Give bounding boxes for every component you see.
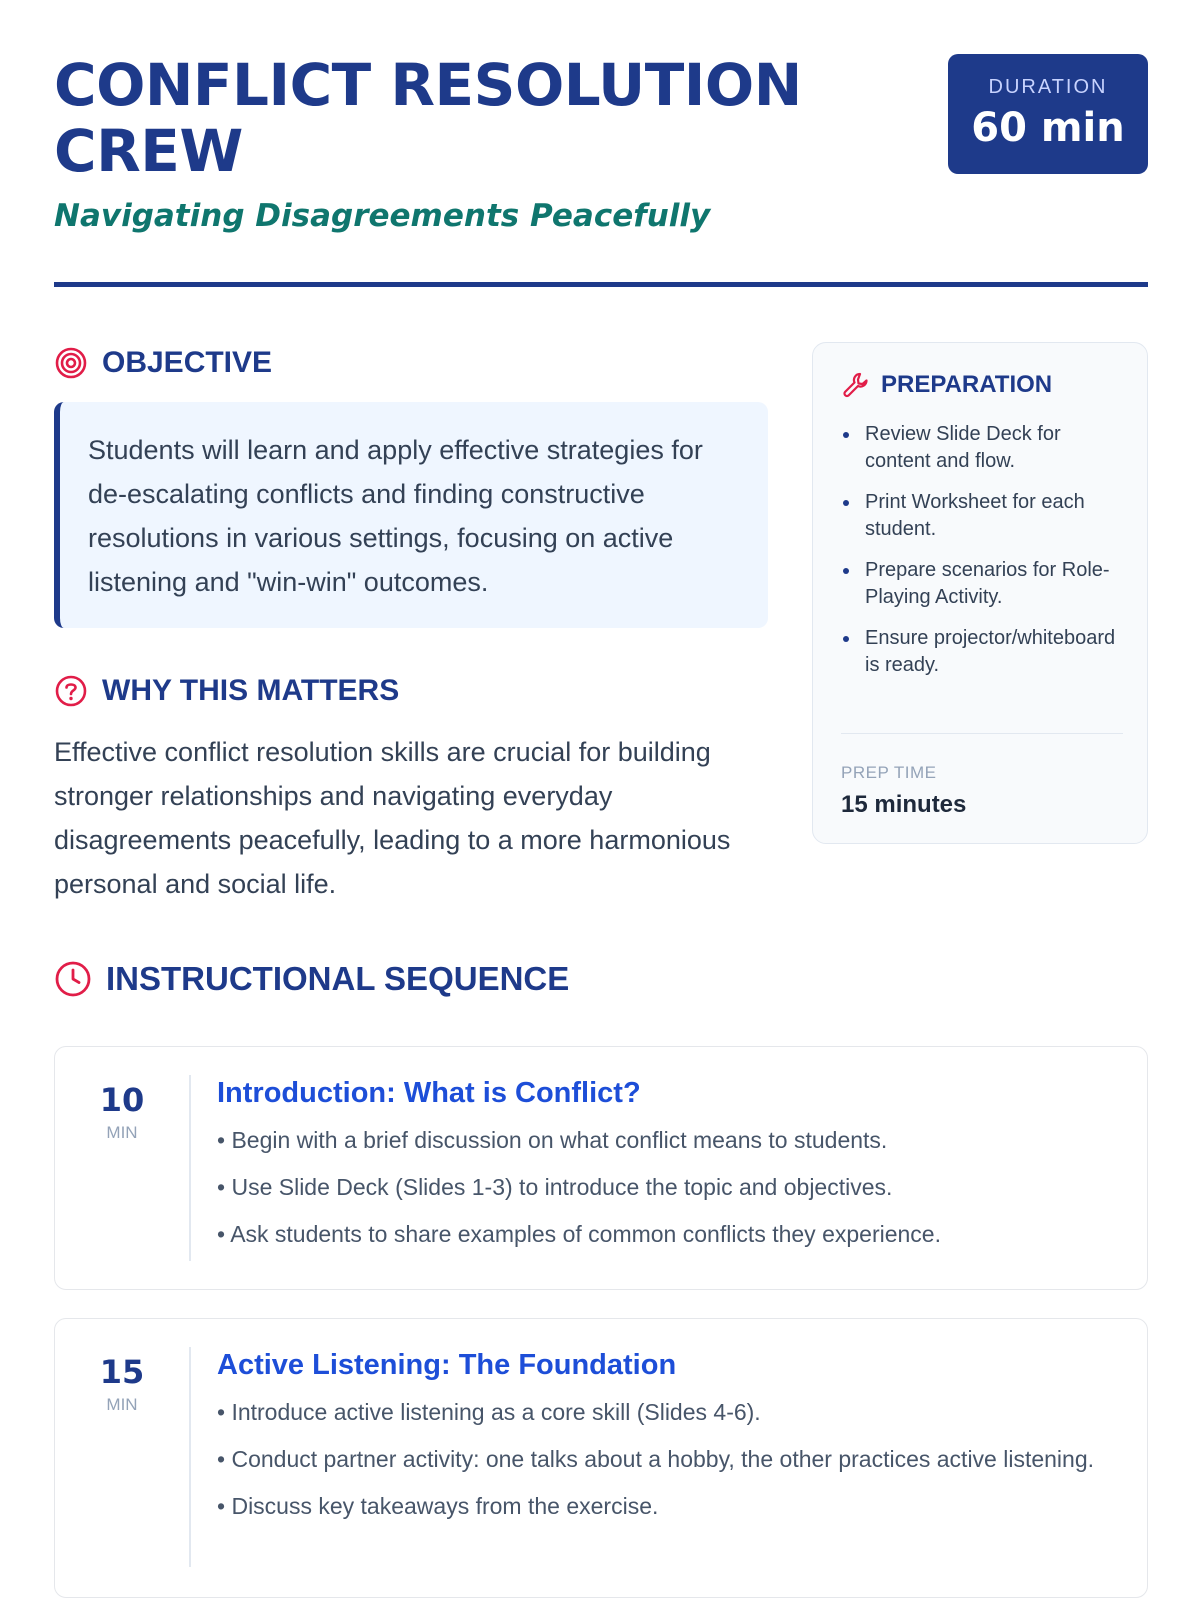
step-duration (55, 1081, 189, 1143)
prep-time-value: 15 minutes (841, 791, 967, 818)
header-divider (54, 282, 1148, 287)
clock-icon (54, 960, 92, 998)
step-title: Active Listening: The Foundation (217, 1349, 677, 1381)
list-item: • Introduce active listening as a core skill (Slides 4-6). (217, 1396, 1117, 1429)
objective-text: Students will learn and apply effective strategies for de-escalating conflicts and finding constructive resolutions in various settings, focusing on active listening and "win-win" outcomes. (54, 402, 768, 628)
objective-heading (54, 346, 272, 380)
list-item: • Use Slide Deck (Slides 1-3) to introduce the topic and objectives. (217, 1171, 1117, 1204)
step-unit: MIN (106, 1123, 138, 1142)
preparation-heading (841, 371, 1052, 399)
question-circle-icon (54, 674, 88, 708)
target-icon (54, 346, 88, 380)
list-item: • Begin with a brief discussion on what conflict means to students. (217, 1124, 1117, 1157)
page-subtitle: Navigating Disagreements Peacefully (54, 198, 711, 234)
objective-heading-label: OBJECTIVE (102, 346, 273, 379)
list-item: • Discuss key takeaways from the exercise. (217, 1490, 1117, 1523)
why-text: Effective conflict resolution skills are crucial for building stronger relationships and navigating everyday disagreements peacefully, leading to a more harmonious personal and social life. (54, 737, 731, 899)
preparation-heading-label: PREPARATION (881, 371, 1053, 398)
duration-badge (948, 54, 1148, 174)
step-minutes: 10 (99, 1081, 145, 1119)
list-item: Print Worksheet for each student. (841, 489, 1131, 543)
list-item: Prepare scenarios for Role-Playing Activity. (841, 557, 1131, 611)
list-item: • Conduct partner activity: one talks about a hobby, the other practices active listening. (217, 1443, 1117, 1476)
step-title: Introduction: What is Conflict? (217, 1077, 641, 1109)
sequence-heading (54, 960, 569, 998)
step-points (217, 1396, 1117, 1523)
prep-time-label: PREP TIME (841, 763, 937, 782)
list-item: • Ask students to share examples of common conflicts they experience. (217, 1218, 1117, 1251)
preparation-card (812, 342, 1148, 844)
sequence-step (54, 1318, 1148, 1598)
why-heading-label: WHY THIS MATTERS (102, 674, 400, 707)
step-divider (189, 1075, 191, 1261)
step-divider (189, 1347, 191, 1567)
list-item: Review Slide Deck for content and flow. (841, 421, 1131, 475)
step-duration (55, 1353, 189, 1415)
sequence-step (54, 1046, 1148, 1290)
step-minutes: 15 (99, 1353, 145, 1391)
list-item: Ensure projector/whiteboard is ready. (841, 625, 1131, 679)
wrench-icon (841, 371, 869, 399)
why-heading (54, 674, 399, 708)
step-points (217, 1124, 1117, 1251)
sequence-heading-label: INSTRUCTIONAL SEQUENCE (106, 960, 570, 997)
step-body (217, 1077, 1117, 1265)
duration-value: 60 min (971, 105, 1125, 151)
page-title: CONFLICT RESOLUTION CREW (54, 51, 802, 185)
step-unit: MIN (106, 1395, 138, 1414)
preparation-divider (841, 733, 1123, 734)
step-body (217, 1349, 1117, 1537)
preparation-list (841, 421, 1131, 693)
duration-label: DURATION (988, 76, 1108, 98)
